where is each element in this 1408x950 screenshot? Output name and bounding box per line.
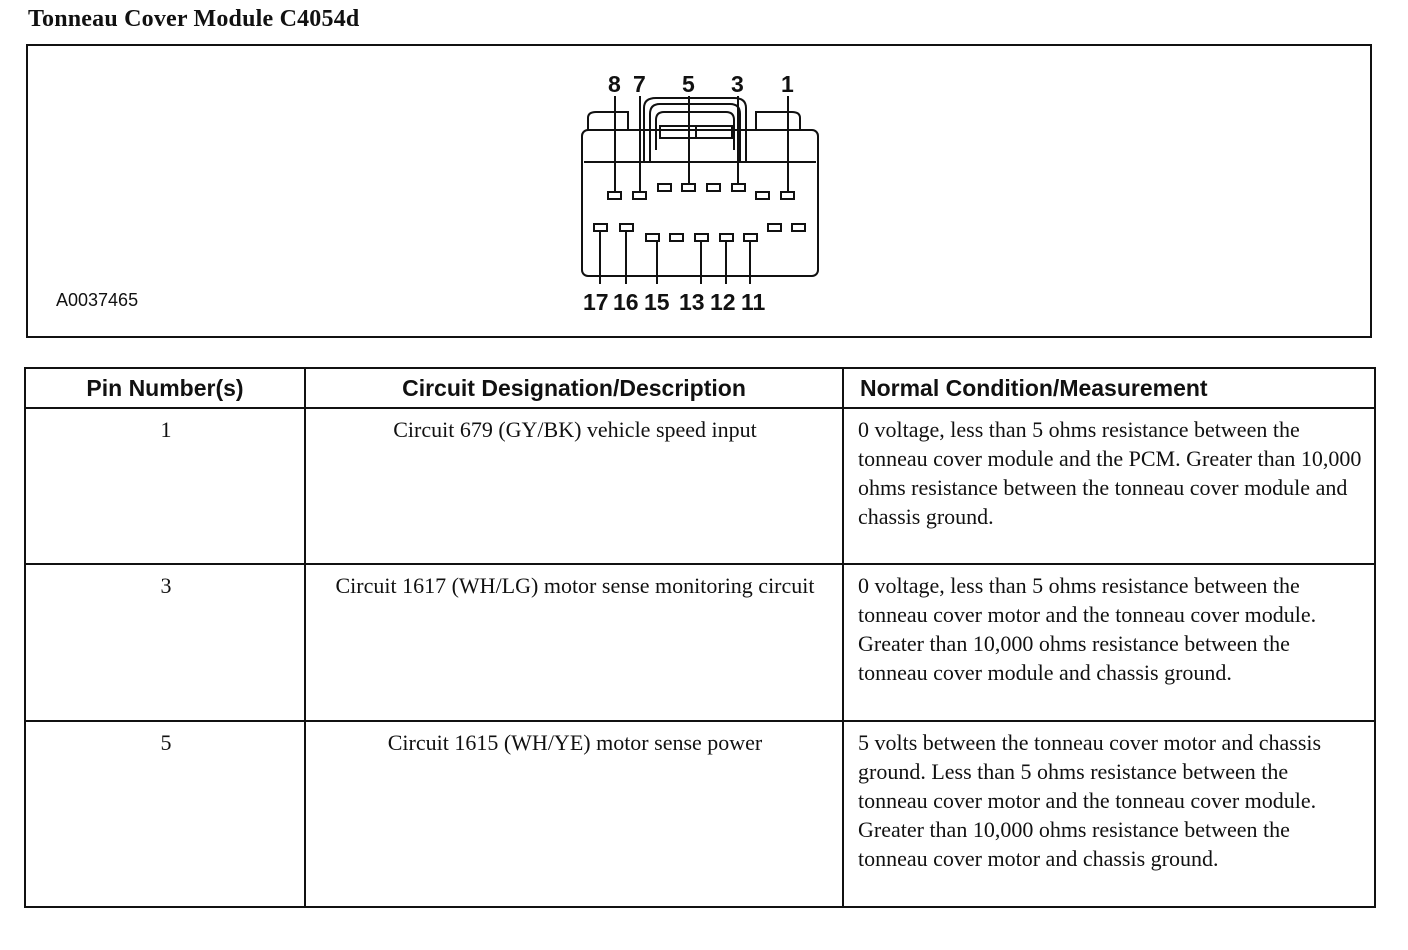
cavity	[670, 234, 683, 241]
condition-cell: 0 voltage, less than 5 ohms resistance between the tonneau cover module and the PCM. Greater than 10,000 ohms resistance between the tonneau cover module and chassis ground.	[843, 408, 1375, 564]
cavity	[695, 234, 708, 241]
cavity	[608, 192, 621, 199]
cavity	[658, 184, 671, 191]
condition-cell: 5 volts between the tonneau cover motor and chassis ground. Less than 5 ohms resistance between the tonneau cover motor and the tonneau cover module. Greater than 10,000 ohms resistance between the tonneau cover motor and chassis ground.	[843, 721, 1375, 907]
cavity	[768, 224, 781, 231]
pin-label-bottom: 16	[613, 289, 639, 315]
header-normal-condition: Normal Condition/Measurement	[843, 368, 1375, 408]
pin-label-bottom: 15	[644, 289, 670, 315]
circuit-description-cell: Circuit 1617 (WH/LG) motor sense monitoring circuit	[305, 564, 843, 721]
connector-right-ear	[756, 112, 800, 130]
cavity	[792, 224, 805, 231]
pin-table	[24, 367, 1376, 908]
pin-number-cell: 1	[25, 408, 305, 564]
table-row	[25, 721, 1375, 907]
table-row	[25, 408, 1375, 564]
cavity	[756, 192, 769, 199]
cavity	[781, 192, 794, 199]
condition-cell: 0 voltage, less than 5 ohms resistance between the tonneau cover motor and the tonneau cover module. Greater than 10,000 ohms resistance between the tonneau cover module and chassis ground.	[843, 564, 1375, 721]
header-circuit-designation: Circuit Designation/Description	[305, 368, 843, 408]
pin-label-bottom: 12	[710, 289, 736, 315]
cavity	[682, 184, 695, 191]
connector-left-ear	[588, 112, 628, 130]
cavity	[633, 192, 646, 199]
header-pin-numbers: Pin Number(s)	[25, 368, 305, 408]
pin-label-top: 1	[781, 71, 794, 97]
connector-face-diagram	[560, 60, 840, 320]
cavity	[720, 234, 733, 241]
figure-code: A0037465	[56, 290, 139, 310]
table-header-row	[25, 368, 1375, 408]
cavity	[620, 224, 633, 231]
cavity	[594, 224, 607, 231]
circuit-description-cell: Circuit 679 (GY/BK) vehicle speed input	[305, 408, 843, 564]
cavity	[744, 234, 757, 241]
pin-number-cell: 3	[25, 564, 305, 721]
pin-label-bottom: 11	[741, 289, 766, 315]
pin-label-bottom: 17	[583, 289, 609, 315]
page-title: Tonneau Cover Module C4054d	[28, 6, 360, 32]
pin-number-cell: 5	[25, 721, 305, 907]
circuit-description-cell: Circuit 1615 (WH/YE) motor sense power	[305, 721, 843, 907]
pin-label-top: 3	[731, 71, 744, 97]
pin-label-top: 7	[633, 71, 646, 97]
cavity	[732, 184, 745, 191]
cavity	[707, 184, 720, 191]
pin-label-top: 5	[682, 71, 695, 97]
pin-label-bottom: 13	[679, 289, 705, 315]
table-row	[25, 564, 1375, 721]
cavity	[646, 234, 659, 241]
pin-label-top: 8	[608, 71, 621, 97]
